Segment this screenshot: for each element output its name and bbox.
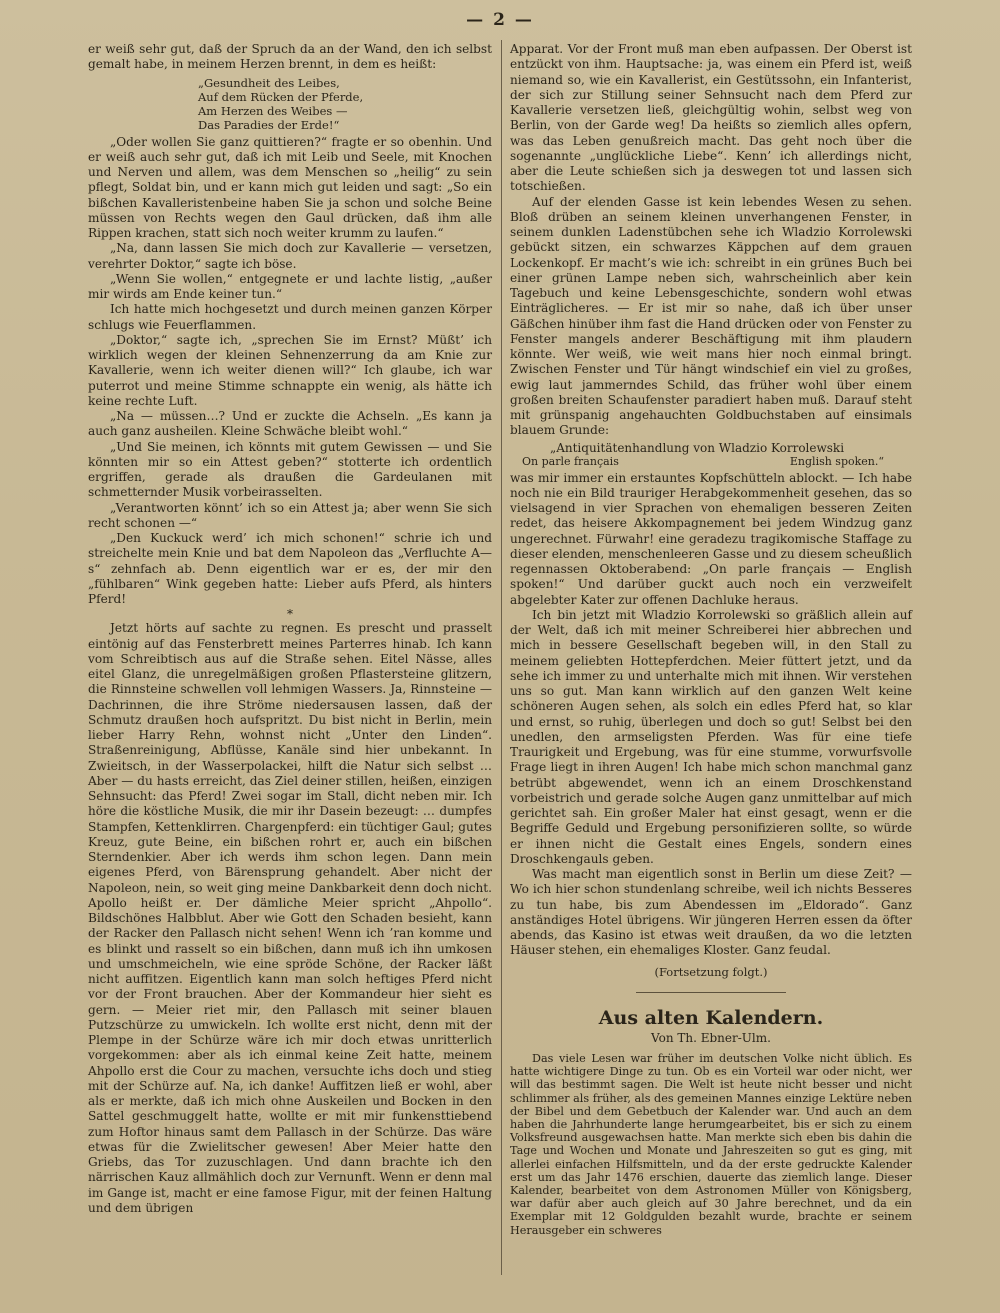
paragraph: Auf der elenden Gasse ist kein lebendes Wesen zu sehen. Bloß drüben an seinem kleinen unverhangenen Fenster, in seinem dunklen Ladenstübchen sehe ich Wladzio Korrolewski gebückt sitzen, ein schwarzes Käppchen auf dem grauen Lockenkopf. Er macht’s wie ich: schreibt in ein grünes Buch bei einer grünen Lampe neben sich, wahrscheinlich aber kein Tagebuch und keine Lebensgeschichte, sondern wohl etwas Einträglicheres. — Er ist mir so nahe, daß ich über unser Gäßchen hinüber ihm fast die Hand drücken oder von Fenster zu Fenster mangels anderer Beschäftigung mit ihm plaudern könnte. Wer weiß, wie weit mans hier noch einmal bringt. Zwischen Fenster und Tür hängt windschief ein viel zu großes, ewig laut jammerndes Schild, das früher wohl über einem großen breiten Schaufenster paradiert haben muß. Darauf steht mit grünspanig angehauchten Goldbuchstaben auf einsimals blauem Grunde:: [510, 194, 912, 438]
paragraph: „Na — müssen…? Und er zuckte die Achseln. „Es kann ja auch ganz ausheilen. Kleine Schwäche bleibt wohl.“: [88, 409, 492, 439]
verse-line: Am Herzen des Weibes —: [198, 103, 348, 118]
paragraph: Was macht man eigentlich sonst in Berlin um diese Zeit? — Wo ich hier schon stundenlang schreibe, weil ich nichts Besseres zu tun habe, bis zum Abendessen im „Eldorado“. Ganz anständiges Hotel übrigens. Wir jüngeren Herren essen da öfter abends, das Kasino ist etwas weit draußen, da wo die letzten Häuser stehen, ein ehemaliges Kloster. Ganz feudal.: [510, 867, 912, 958]
paragraph: „Den Kuckuck werd’ ich mich schonen!“ schrie ich und streichelte mein Knie und bat dem Napoleon das „Verfluchte A—s“ zehnfach ab. Denn eigentlich war er es, der mir den „fühlbaren“ Wink gegeben hatte: Lieber aufs Pferd, als hinters Pferd!: [88, 531, 492, 606]
paragraph: Das viele Lesen war früher im deutschen Volke nicht üblich. Es hatte wichtigere Dinge zu tun. Ob es ein Vorteil war oder nicht, wer will das bestimmt sagen. Die Welt ist heute nicht besser und nicht schlimmer als früher, als des gemeinen Mannes einzige Lektüre neben der Bibel und dem Gebetbuch der Kalender war. Und auch an dem haben die Jahrhunderte lange herumgearbeitet, bis er sich zu einem Volksfreund ausgewachsen hatte. Man merkte sich eben bis dahin die Tage und Wochen und Monate und Jahreszeiten so gut es ging, mit allerlei einfachen Hilfsmitteln, und da der erste gedruckte Kalender erst um das Jahr 1476 erschien, dauerte das ziemlich lange. Dieser Kalender, bearbeitet von dem Astronomen Müller von Königsberg, war dafür aber auch gleich auf 30 Jahre berechnet, und da ein Exemplar mit 12 Goldgulden bezahlt wurde, brachte er seinem Herausgeber ein schweres: [510, 1052, 912, 1237]
right-column: [510, 42, 912, 1237]
left-column: [88, 42, 492, 1216]
continued-note: (Fortsetzung folgt.): [654, 964, 768, 979]
poem-verse: [198, 76, 492, 132]
sign-line-french: On parle français: [522, 454, 619, 468]
paragraph: „Wenn Sie wollen,“ entgegnete er und lachte listig, „außer mir wirds am Ende keiner tun.“: [88, 271, 492, 301]
paragraph: Jetzt hörts auf sachte zu regnen. Es prescht und prasselt eintönig auf das Fensterbrett meines Parterres hinab. Ich kann vom Schreibtisch aus auf die Straße sehen. Eitel Nässe, alles eitel Glanz, die unregelmäßigen großen Pflastersteine glitzern, die Rinnsteine schwellen voll lehmigen Wassers. Ja, Rinnsteine — Dachrinnen, die ihre Ströme niedersausen lassen, daß der Schmutz draußen hoch aufspritzt. Du bist nicht in Berlin, mein lieber Harry Rehn, wohnst nicht „Unter den Linden“. Straßenreinigung, Abflüsse, Kanäle sind hier unbekannt. In Zwieitsch, in der Wasserpolackei, hilft die Natur sich selbst … Aber — du hasts erreicht, das Ziel deiner stillen, heißen, einzigen Sehnsucht: das Pferd! Zwei sogar im Stall, dicht neben mir. Ich höre die köstliche Musik, die mir ihr Dasein bezeugt: … dumpfes Stampfen, Kettenklirren. Chargenpferd: ein tüchtiger Gaul; gutes Kreuz, gute Beine, ein bißchen rohrt er, auch ein bißchen Sterndenkier. Aber ich werds ihm schon legen. Dann mein eigenes Pferd, von Bärensprung gehandelt. Aber nicht der Napoleon, nein, so weit ging meine Dankbarkeit denn doch nicht. Apollo heißt er. Der dämliche Meier spricht „Ahpollo“. Bildschönes Halbblut. Aber wie Gott den Schaden besieht, kann der Racker den Pallasch nicht sehen! Wenn ich ’ran komme und es blinkt und rasselt so ein bißchen, dann muß ich ihn umkosen und umschmeicheln, wie eine spröde Schöne, der Racker läßt nicht auffitzen. Eigentlich kann man solch heftiges Pferd nicht vor der Front brauchen. Aber der Kommandeur hier sieht es gern. — Meier riet mir, den Pallasch mit seiner blauen Putzschürze zu umwickeln. Ich wollte erst nicht, denn mit der Plempe in der Schürze wäre ich mir doch etwas unritterlich vorgekommen: aber als ich einmal keine Zeit hatte, meinem Ahpollo erst die Cour zu machen, versuchte ichs doch und stieg mit der Schürze auf. Na, ich danke! Auffitzen ließ er wohl, aber als er merkte, daß ich mich ohne Auskeilen und Bocken in den Sattel geschmuggelt hatte, wollte er mit mir funkensttiebend zum Hoftor hinaus samt dem Pallasch in der Schürze. Das wäre etwas für die Zwielitscher gewesen! Aber Meier hatte den Griebs, das Tor zuzuschlagen. Und dann brachte ich den närrischen Kauz allmählich doch zur Vernunft. Wenn er denn mal im Gange ist, macht er eine famose Figur, mit der feinen Haltung und dem übrigen: [88, 621, 492, 1215]
paragraph: er weiß sehr gut, daß der Spruch da an der Wand, den ich selbst gemalt habe, in meinem Herzen brennt, in dem es heißt:: [88, 42, 492, 72]
paragraph: „Verantworten könnt’ ich so ein Attest ja; aber wenn Sie sich recht schonen —“: [88, 500, 492, 530]
paragraph: „Oder wollen Sie ganz quittieren?“ fragte er so obenhin. Und er weiß auch sehr gut, daß ich mit Leib und Seele, mit Knochen und Nerven und allem, was dem Menschen so „heilig“ zu sein pflegt, Soldat bin, und er kann mich gut leiden und sagt: „So ein bißchen Kavalleristenbeine haben Sie ja schon und solche Beine müssen von Rechts wegen den Gaul drücken, daß ihm alle Rippen krachen, statt sich noch weiter krumm zu laufen.“: [88, 134, 492, 240]
article-title: Aus alten Kalendern.: [598, 1006, 824, 1029]
paragraph: was mir immer ein erstauntes Kopfschütteln ablockt. — Ich habe noch nie ein Bild trauriger Herabgekommenheit gesehen, das so vielsagend in vier Sprachen von ehemaligen besseren Zeiten redet, das heisere Akkompagnement bei jedem Windzug ganz ungerechnet. Fürwahr! eine geradezu tragikomische Staffage zu dieser elenden, menschenleeren Gasse und zu diesem scheußlich regennassen Oktoberabend: „On parle français — English spoken!“ Und darüber guckt auch noch ein verzweifelt abgelebter Kater zur offenen Dachluke heraus.: [510, 470, 912, 607]
article-byline: Von Th. Ebner-Ulm.: [651, 1030, 771, 1045]
sign-line: „Antiquitätenhandlung von Wladzio Korrolewski: [550, 440, 845, 455]
verse-line: Auf dem Rücken der Pferde,: [198, 89, 364, 104]
page-number: — 2 —: [466, 10, 534, 30]
verse-line: Das Paradies der Erde!“: [198, 117, 340, 132]
paragraph: Ich bin jetzt mit Wladzio Korrolewski so gräßlich allein auf der Welt, daß ich mit meiner Schreiberei hier abbrechen und mich in bessere Gesellschaft begeben will, in den Stall zu meinem geliebten Hottepferdchen. Meier füttert jetzt, und da sehe ich immer zu und unterhalte mich mit ihnen. Wir verstehen uns so gut. Man kann wirklich auf den ganzen Welt keine schöneren Augen sehen, als solch ein edles Pferd hat, so klar und ernst, so ruhig, überlegen und doch so gut! Selbst bei den unedlen, den armseligsten Pferden. Was für eine tiefe Traurigkeit und Ergebung, was für eine stumme, vorwurfsvolle Frage liegt in ihren Augen! Ich habe mich schon manchmal ganz betrübt abgewendet, wenn ich an einem Droschkenstand vorbeistrich und gerade solche Augen ganz unmittelbar auf mich gerichtet sah. Ein großer Maler hat einst gesagt, wenn er die Begriffe Geduld und Ergebung personifizieren sollte, so würde er ihnen nicht die Gestalt eines Engels, sondern eines Droschkengauls geben.: [510, 607, 912, 866]
section-separator: *: [287, 607, 293, 622]
paragraph: „Und Sie meinen, ich könnts mit gutem Gewissen — und Sie könnten mir so ein Attest geben?“ stotterte ich ordentlich ergriffen, gerade als draußen die Gardeulanen mit schmetternder Musik vorbeirasselten.: [88, 439, 492, 500]
paragraph: „Doktor,“ sagte ich, „sprechen Sie im Ernst? Müßt’ ich wirklich wegen der kleinen Sehnenzerrung da am Knie zur Kavallerie, wenn ich weiter dienen will?“ Ich glaube, ich war puterrot und meine Stimme schnappte ein wenig, als hätte ich keine rechte Luft.: [88, 332, 492, 408]
paragraph: „Na, dann lassen Sie mich doch zur Kavallerie — versetzen, verehrter Doktor,“ sagte ich böse.: [88, 241, 492, 271]
paragraph: Ich hatte mich hochgesetzt und durch meinen ganzen Körper schlugs wie Feuerflammen.: [88, 302, 492, 332]
column-divider: [501, 40, 502, 1275]
article-body: [510, 1052, 912, 1237]
verse-line: „Gesundheit des Leibes,: [198, 75, 340, 90]
section-divider: [636, 992, 786, 993]
shop-sign-quote: [510, 441, 912, 469]
sign-line-english: English spoken.“: [789, 454, 884, 468]
paragraph: Apparat. Vor der Front muß man eben aufpassen. Der Oberst ist entzückt von ihm. Hauptsache: ja, was einem ein Pferd ist, weiß niemand so, wie ein Kavallerist, ein Gestütssohn, ein Infanterist, der sich zur Stillung seiner Sehnsucht nach dem Pferd zur Kavallerie versetzen ließ, gleichgültig wohin, selbst weg von Berlin, von der Garde weg! Da heißts so ziemlich alles opfern, was das Leben genußreich macht. Das geht noch über die sogenannte „unglückliche Liebe“. Kenn’ ich allerdings nicht, aber die Leute schießen sich ja deswegen tot und lassen sich totschießen.: [510, 42, 912, 194]
